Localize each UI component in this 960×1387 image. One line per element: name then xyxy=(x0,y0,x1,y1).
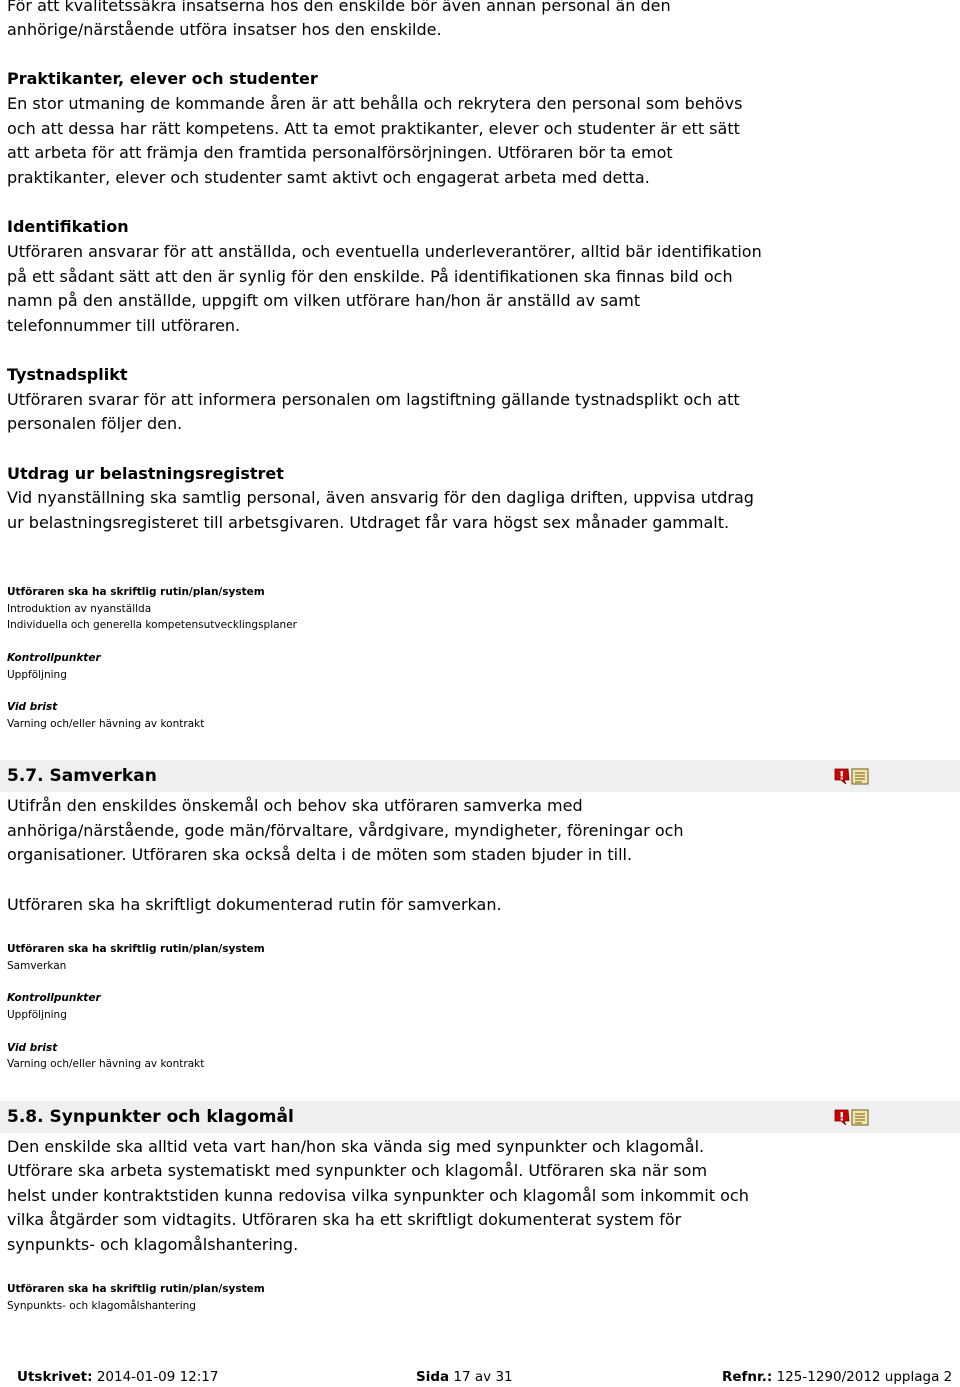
praktikanter-line: praktikanter, elever och studenter samt aktivt och engagerat arbeta med detta. xyxy=(7,168,650,187)
kontroll-value: Uppföljning xyxy=(7,669,67,681)
brist-label: Vid brist xyxy=(7,701,58,713)
section-header-5-8 xyxy=(0,1101,960,1133)
kontroll-value: Uppföljning xyxy=(7,1009,67,1021)
samverkan-line: Utifrån den enskildes önskemål och behov ska utföraren samverka med xyxy=(7,796,583,815)
warning-icon[interactable] xyxy=(834,768,850,785)
printed-label: Utskrivet: xyxy=(17,1369,93,1385)
praktikanter-line: att arbeta för att främja den framtida personalförsörjningen. Utföraren bör ta emot xyxy=(7,143,673,162)
samverkan-line: organisationer. Utföraren ska också delta i de möten som staden bjuder in till. xyxy=(7,845,633,864)
section-title xyxy=(7,1105,294,1129)
warning-icon[interactable] xyxy=(834,1109,850,1126)
kontroll-label: Kontrollpunkter xyxy=(7,652,101,664)
rutin-item: Samverkan xyxy=(7,960,67,972)
synpunkter-line: vilka åtgärder som vidtagits. Utföraren ska ha ett skriftligt dokumenterat system för xyxy=(7,1210,682,1229)
page-number xyxy=(416,1367,513,1387)
heading-praktikanter: Praktikanter, elever och studenter xyxy=(7,69,318,88)
praktikanter-line: och att dessa har rätt kompetens. Att ta emot praktikanter, elever och studenter är ett sätt xyxy=(7,119,740,138)
brist-value: Varning och/eller hävning av kontrakt xyxy=(7,1058,205,1070)
heading-utdrag: Utdrag ur belastningsregistret xyxy=(7,464,284,483)
section-icons xyxy=(834,1109,869,1126)
samverkan-extra: Utföraren ska ha skriftligt dokumenterad rutin för samverkan. xyxy=(7,895,502,914)
section-name: Synpunkter och klagomål xyxy=(49,1107,294,1127)
rutin-item: Individuella och generella kompetensutvecklingsplaner xyxy=(7,619,297,631)
page-label: Sida xyxy=(416,1369,450,1385)
heading-tystnadsplikt: Tystnadsplikt xyxy=(7,365,128,384)
ref-value: 125-1290/2012 upplaga 2 xyxy=(776,1369,953,1385)
printed-date xyxy=(17,1367,218,1387)
page-footer xyxy=(0,1367,960,1387)
rutin-label: Utföraren ska ha skriftlig rutin/plan/system xyxy=(7,586,265,598)
section-name: Samverkan xyxy=(49,766,157,786)
utdrag-line: ur belastningsregisteret till arbetsgivaren. Utdraget får vara högst sex månader gammalt. xyxy=(7,513,730,532)
identifikation-line: på ett sådant sätt att den är synlig för den enskilde. På identifikationen ska finnas bild och xyxy=(7,267,733,286)
rutin-item: Synpunkts- och klagomålshantering xyxy=(7,1300,196,1312)
page-value: 17 av 31 xyxy=(453,1369,513,1385)
identifikation-line: namn på den anställde, uppgift om vilken utförare han/hon är anställd av samt xyxy=(7,291,641,310)
intro-line: anhörige/närstående utföra insatser hos den enskilde. xyxy=(7,20,442,39)
ref-label: Refnr.: xyxy=(722,1369,773,1385)
identifikation-line: Utföraren ansvarar för att anställda, och eventuella underleverantörer, alltid bär identifikation xyxy=(7,242,762,261)
kontroll-label: Kontrollpunkter xyxy=(7,992,101,1004)
section-title xyxy=(7,764,157,788)
rutin-item: Introduktion av nyanställda xyxy=(7,603,152,615)
synpunkter-line: synpunkts- och klagomålshantering. xyxy=(7,1235,299,1254)
printed-value: 2014-01-09 12:17 xyxy=(96,1369,219,1385)
section-header-5-7 xyxy=(0,760,960,792)
synpunkter-line: Utförare ska arbeta systematiskt med synpunkter och klagomål. Utföraren ska när som xyxy=(7,1161,708,1180)
brist-value: Varning och/eller hävning av kontrakt xyxy=(7,718,205,730)
praktikanter-line: En stor utmaning de kommande åren är att behålla och rekrytera den personal som behövs xyxy=(7,94,743,113)
intro-line: För att kvalitetssäkra insatserna hos den enskilde bör även annan personal än den xyxy=(7,0,671,15)
document-icon[interactable] xyxy=(851,768,869,785)
identifikation-line: telefonnummer till utföraren. xyxy=(7,316,241,335)
document-icon[interactable] xyxy=(851,1109,869,1126)
synpunkter-line: helst under kontraktstiden kunna redovisa vilka synpunkter och klagomål som inkommit och xyxy=(7,1186,749,1205)
heading-identifikation: Identifikation xyxy=(7,217,129,236)
tystnadsplikt-line: personalen följer den. xyxy=(7,414,183,433)
section-number: 5.7. xyxy=(7,766,44,786)
rutin-label: Utföraren ska ha skriftlig rutin/plan/system xyxy=(7,1283,265,1295)
synpunkter-line: Den enskilde ska alltid veta vart han/hon ska vända sig med synpunkter och klagomål. xyxy=(7,1137,705,1156)
section-number: 5.8. xyxy=(7,1107,44,1127)
rutin-label: Utföraren ska ha skriftlig rutin/plan/system xyxy=(7,943,265,955)
samverkan-line: anhöriga/närstående, gode män/förvaltare, vårdgivare, myndigheter, föreningar och xyxy=(7,821,684,840)
utdrag-line: Vid nyanställning ska samtlig personal, även ansvarig för den dagliga driften, uppvisa utdrag xyxy=(7,488,754,507)
brist-label: Vid brist xyxy=(7,1042,58,1054)
reference-number xyxy=(722,1367,952,1387)
section-icons xyxy=(834,768,869,785)
tystnadsplikt-line: Utföraren svarar för att informera personalen om lagstiftning gällande tystnadsplikt och att xyxy=(7,390,740,409)
